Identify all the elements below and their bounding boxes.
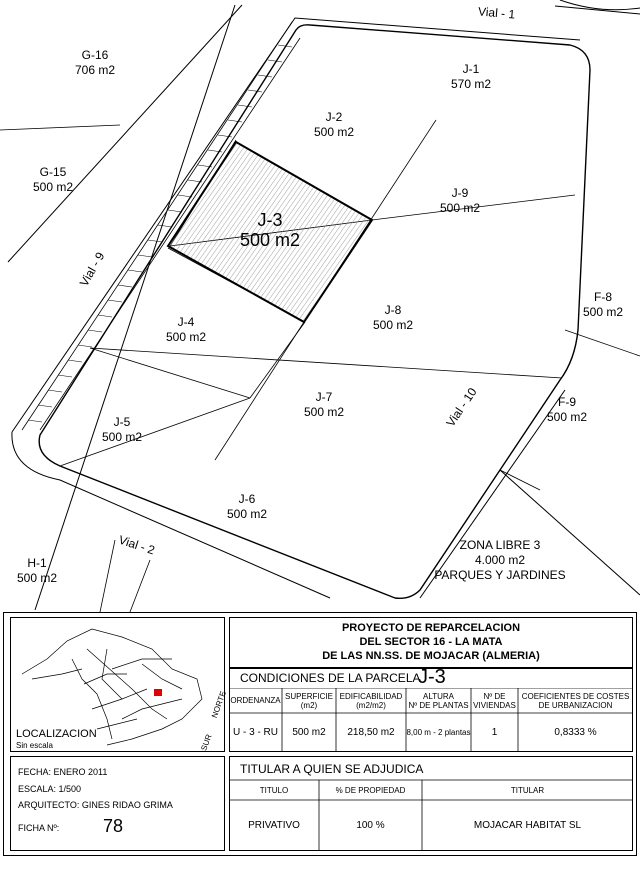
meta-ficha-value: 78 — [103, 816, 124, 836]
parcel-label: J-2 500 m2 — [313, 110, 355, 139]
road-label-vial-1: Vial - 1 — [477, 4, 516, 22]
meta-escala: ESCALA: 1/500 — [18, 784, 82, 794]
road-label-vial-2: Vial - 2 — [116, 532, 157, 558]
conditions-parcel: J-3 — [418, 666, 446, 688]
location-title: LOCALIZACION — [16, 728, 97, 740]
value-ordenanza: U - 3 - RU — [233, 727, 278, 738]
parcel-label: J-5 500 m2 — [101, 415, 143, 444]
value-superficie: 500 m2 — [292, 727, 326, 738]
project-title: PROYECTO DE REPARCELACION DEL SECTOR 16 - LA MATA DE LAS NN.SS. DE MOJACAR (ALMERIA) — [322, 622, 540, 662]
conditions-label: CONDICIONES DE LA PARCELA — [240, 671, 421, 685]
value-propiedad: 100 % — [356, 820, 385, 831]
header-edificabilidad: EDIFICABILIDAD (m2/m2) — [339, 691, 403, 710]
header-superficie: SUPERFICIE (m2) — [284, 691, 333, 710]
parcel-label: J-4 500 m2 — [165, 315, 207, 344]
parcel-label: J-9 500 m2 — [439, 186, 481, 215]
south-label: SUR — [199, 733, 214, 752]
header-coeficientes: COEFICIENTES DE COSTES DE URBANIZACION — [521, 691, 630, 710]
location-scale-note: Sin escala — [16, 741, 53, 750]
col-titular: TITULAR — [510, 785, 545, 795]
parcel-label: J-8 500 m2 — [372, 303, 414, 332]
value-coeficientes: 0,8333 % — [554, 727, 597, 738]
value-titulo: PRIVATIVO — [248, 820, 300, 831]
road-label-vial-10: Vial - 10 — [443, 385, 480, 430]
zona-libre-label: ZONA LIBRE 3 4.000 m2 PARQUES Y JARDINES — [434, 538, 566, 582]
value-altura: 8,00 m - 2 plantas — [406, 728, 471, 737]
col-titulo: TITULO — [259, 785, 289, 795]
road-label-vial-9: Vial - 9 — [76, 249, 108, 289]
parcel-label: G-16 706 m2 — [74, 48, 116, 77]
meta-fecha: FECHA: ENERO 2011 — [18, 767, 108, 777]
north-label: NORTE — [209, 689, 228, 720]
meta-ficha-label: FICHA Nº: — [18, 823, 60, 833]
parcel-label: G-15 500 m2 — [32, 165, 74, 194]
value-edificabilidad: 218,50 m2 — [347, 727, 395, 738]
parcel-label: H-1 500 m2 — [16, 556, 58, 585]
parcel-label: J-1 570 m2 — [450, 62, 492, 91]
col-propiedad: % DE PROPIEDAD — [335, 785, 406, 795]
value-viviendas: 1 — [491, 727, 498, 738]
parcel-label: F-8 500 m2 — [582, 290, 624, 319]
parcel-label: J-6 500 m2 — [226, 492, 268, 521]
parcel-label-j3: J-3 500 m2 — [239, 210, 301, 250]
titular-heading: TITULAR A QUIEN SE ADJUDICA — [240, 762, 424, 776]
parcel-label: J-7 500 m2 — [303, 390, 345, 419]
parcel-label: F-9 500 m2 — [546, 395, 588, 424]
location-marker — [154, 689, 162, 696]
header-viviendas: Nº DE VIVIENDAS — [473, 691, 516, 710]
value-titular: MOJACAR HABITAT SL — [473, 820, 582, 831]
meta-arquitecto: ARQUITECTO: GINES RIDAO GRIMA — [18, 800, 173, 810]
header-ordenanza: ORDENANZA — [230, 696, 281, 705]
header-altura: ALTURA Nº DE PLANTAS — [408, 691, 469, 710]
